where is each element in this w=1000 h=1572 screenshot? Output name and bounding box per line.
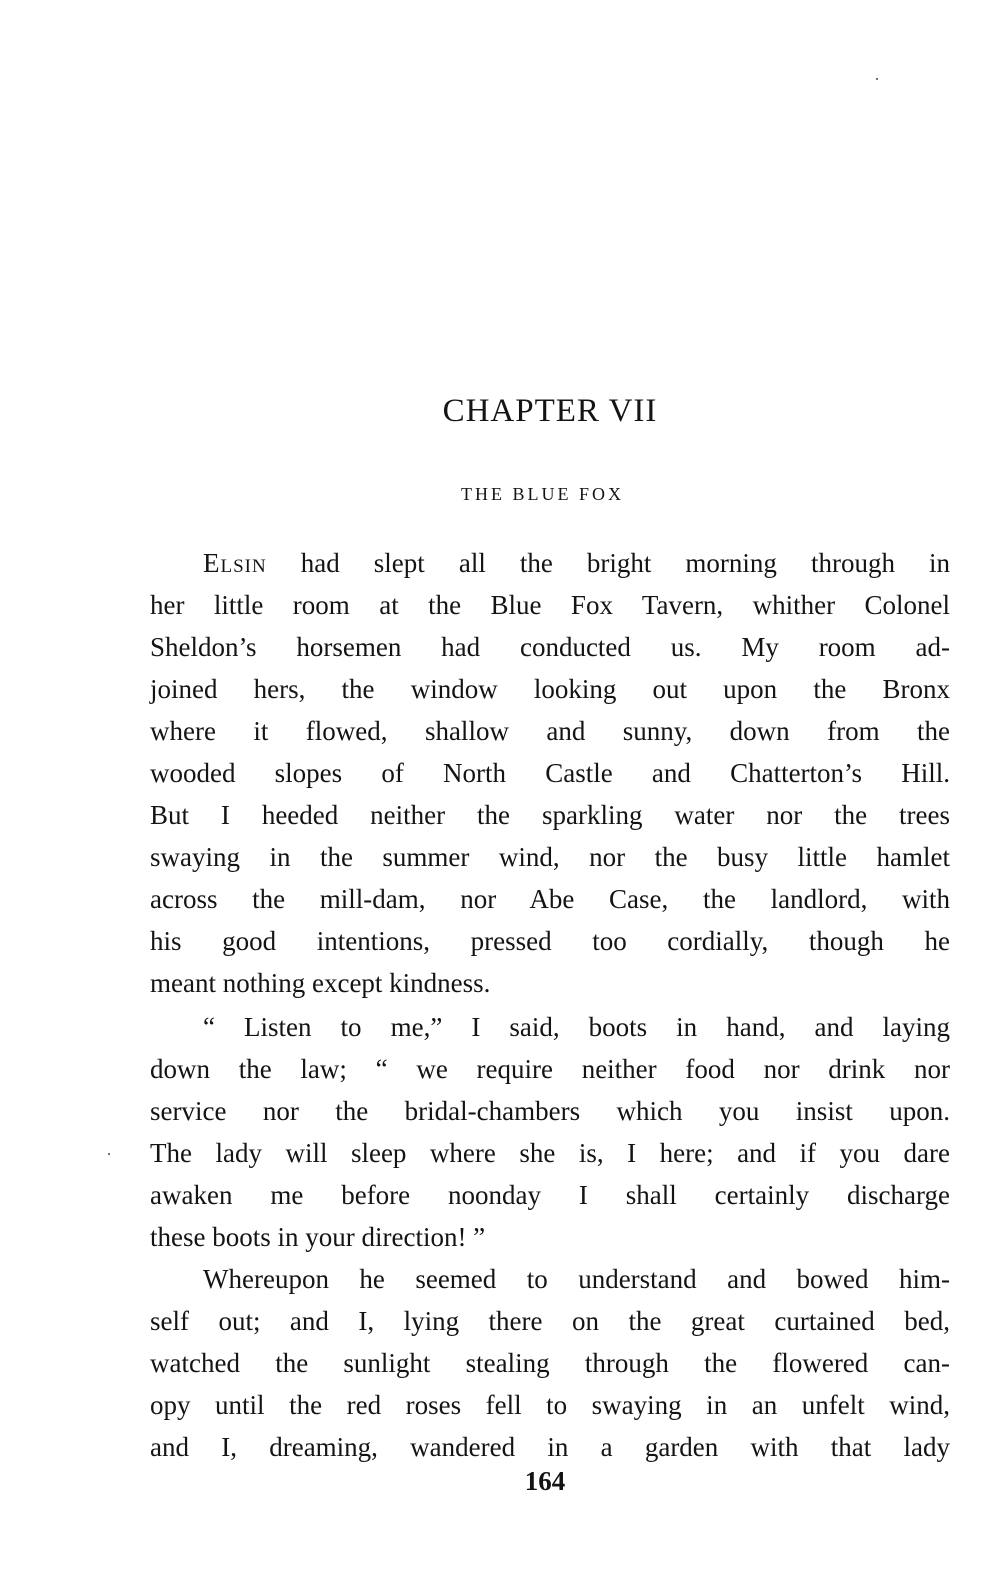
paragraph-1 bbox=[150, 542, 950, 1004]
text-line: where it flowed, shallow and sunny, down from the bbox=[150, 716, 950, 746]
text-line: joined hers, the window looking out upon the Bronx bbox=[150, 674, 950, 704]
page-number: 164 bbox=[524, 1466, 566, 1496]
initial-word: Elsin bbox=[203, 548, 267, 578]
text-line: these boots in your direction! ” bbox=[150, 1222, 486, 1252]
chapter-title: THE BLUE FOX bbox=[461, 484, 624, 504]
text-line-content: had slept all the bright morning through in bbox=[300, 548, 950, 578]
text-line: Whereupon he seemed to understand and bowed him- bbox=[203, 1264, 950, 1294]
text-line: The lady will sleep where she is, I here; and if you dare bbox=[150, 1138, 950, 1168]
paragraph-3 bbox=[150, 1258, 950, 1468]
chapter-heading: CHAPTER VII bbox=[442, 393, 658, 429]
text-line: and I, dreaming, wandered in a garden with that lady bbox=[150, 1432, 950, 1462]
text-line: swaying in the summer wind, nor the busy little hamlet bbox=[150, 842, 950, 872]
text-line bbox=[150, 542, 950, 584]
speck-mark bbox=[108, 1153, 110, 1155]
text-line: her little room at the Blue Fox Tavern, whither Colonel bbox=[150, 590, 950, 620]
text-line: down the law; “ we require neither food nor drink nor bbox=[150, 1054, 950, 1084]
text-line: service nor the bridal-chambers which you insist upon. bbox=[150, 1096, 950, 1126]
text-line: awaken me before noonday I shall certainly discharge bbox=[150, 1180, 950, 1210]
speck-mark bbox=[876, 78, 878, 80]
text-line: his good intentions, pressed too cordially, though he bbox=[150, 926, 950, 956]
text-line: wooded slopes of North Castle and Chatterton’s Hill. bbox=[150, 758, 950, 788]
text-line: Sheldon’s horsemen had conducted us. My room ad- bbox=[150, 632, 950, 662]
paragraph-2 bbox=[150, 1006, 950, 1258]
text-line: self out; and I, lying there on the great curtained bed, bbox=[150, 1306, 950, 1336]
text-line: But I heeded neither the sparkling water nor the trees bbox=[150, 800, 950, 830]
text-line: watched the sunlight stealing through the flowered can- bbox=[150, 1348, 950, 1378]
text-line: “ Listen to me,” I said, boots in hand, and laying bbox=[203, 1012, 950, 1042]
text-line: opy until the red roses fell to swaying in an unfelt wind, bbox=[150, 1390, 950, 1420]
text-line: across the mill-dam, nor Abe Case, the landlord, with bbox=[150, 884, 950, 914]
text-line: meant nothing except kindness. bbox=[150, 968, 491, 998]
